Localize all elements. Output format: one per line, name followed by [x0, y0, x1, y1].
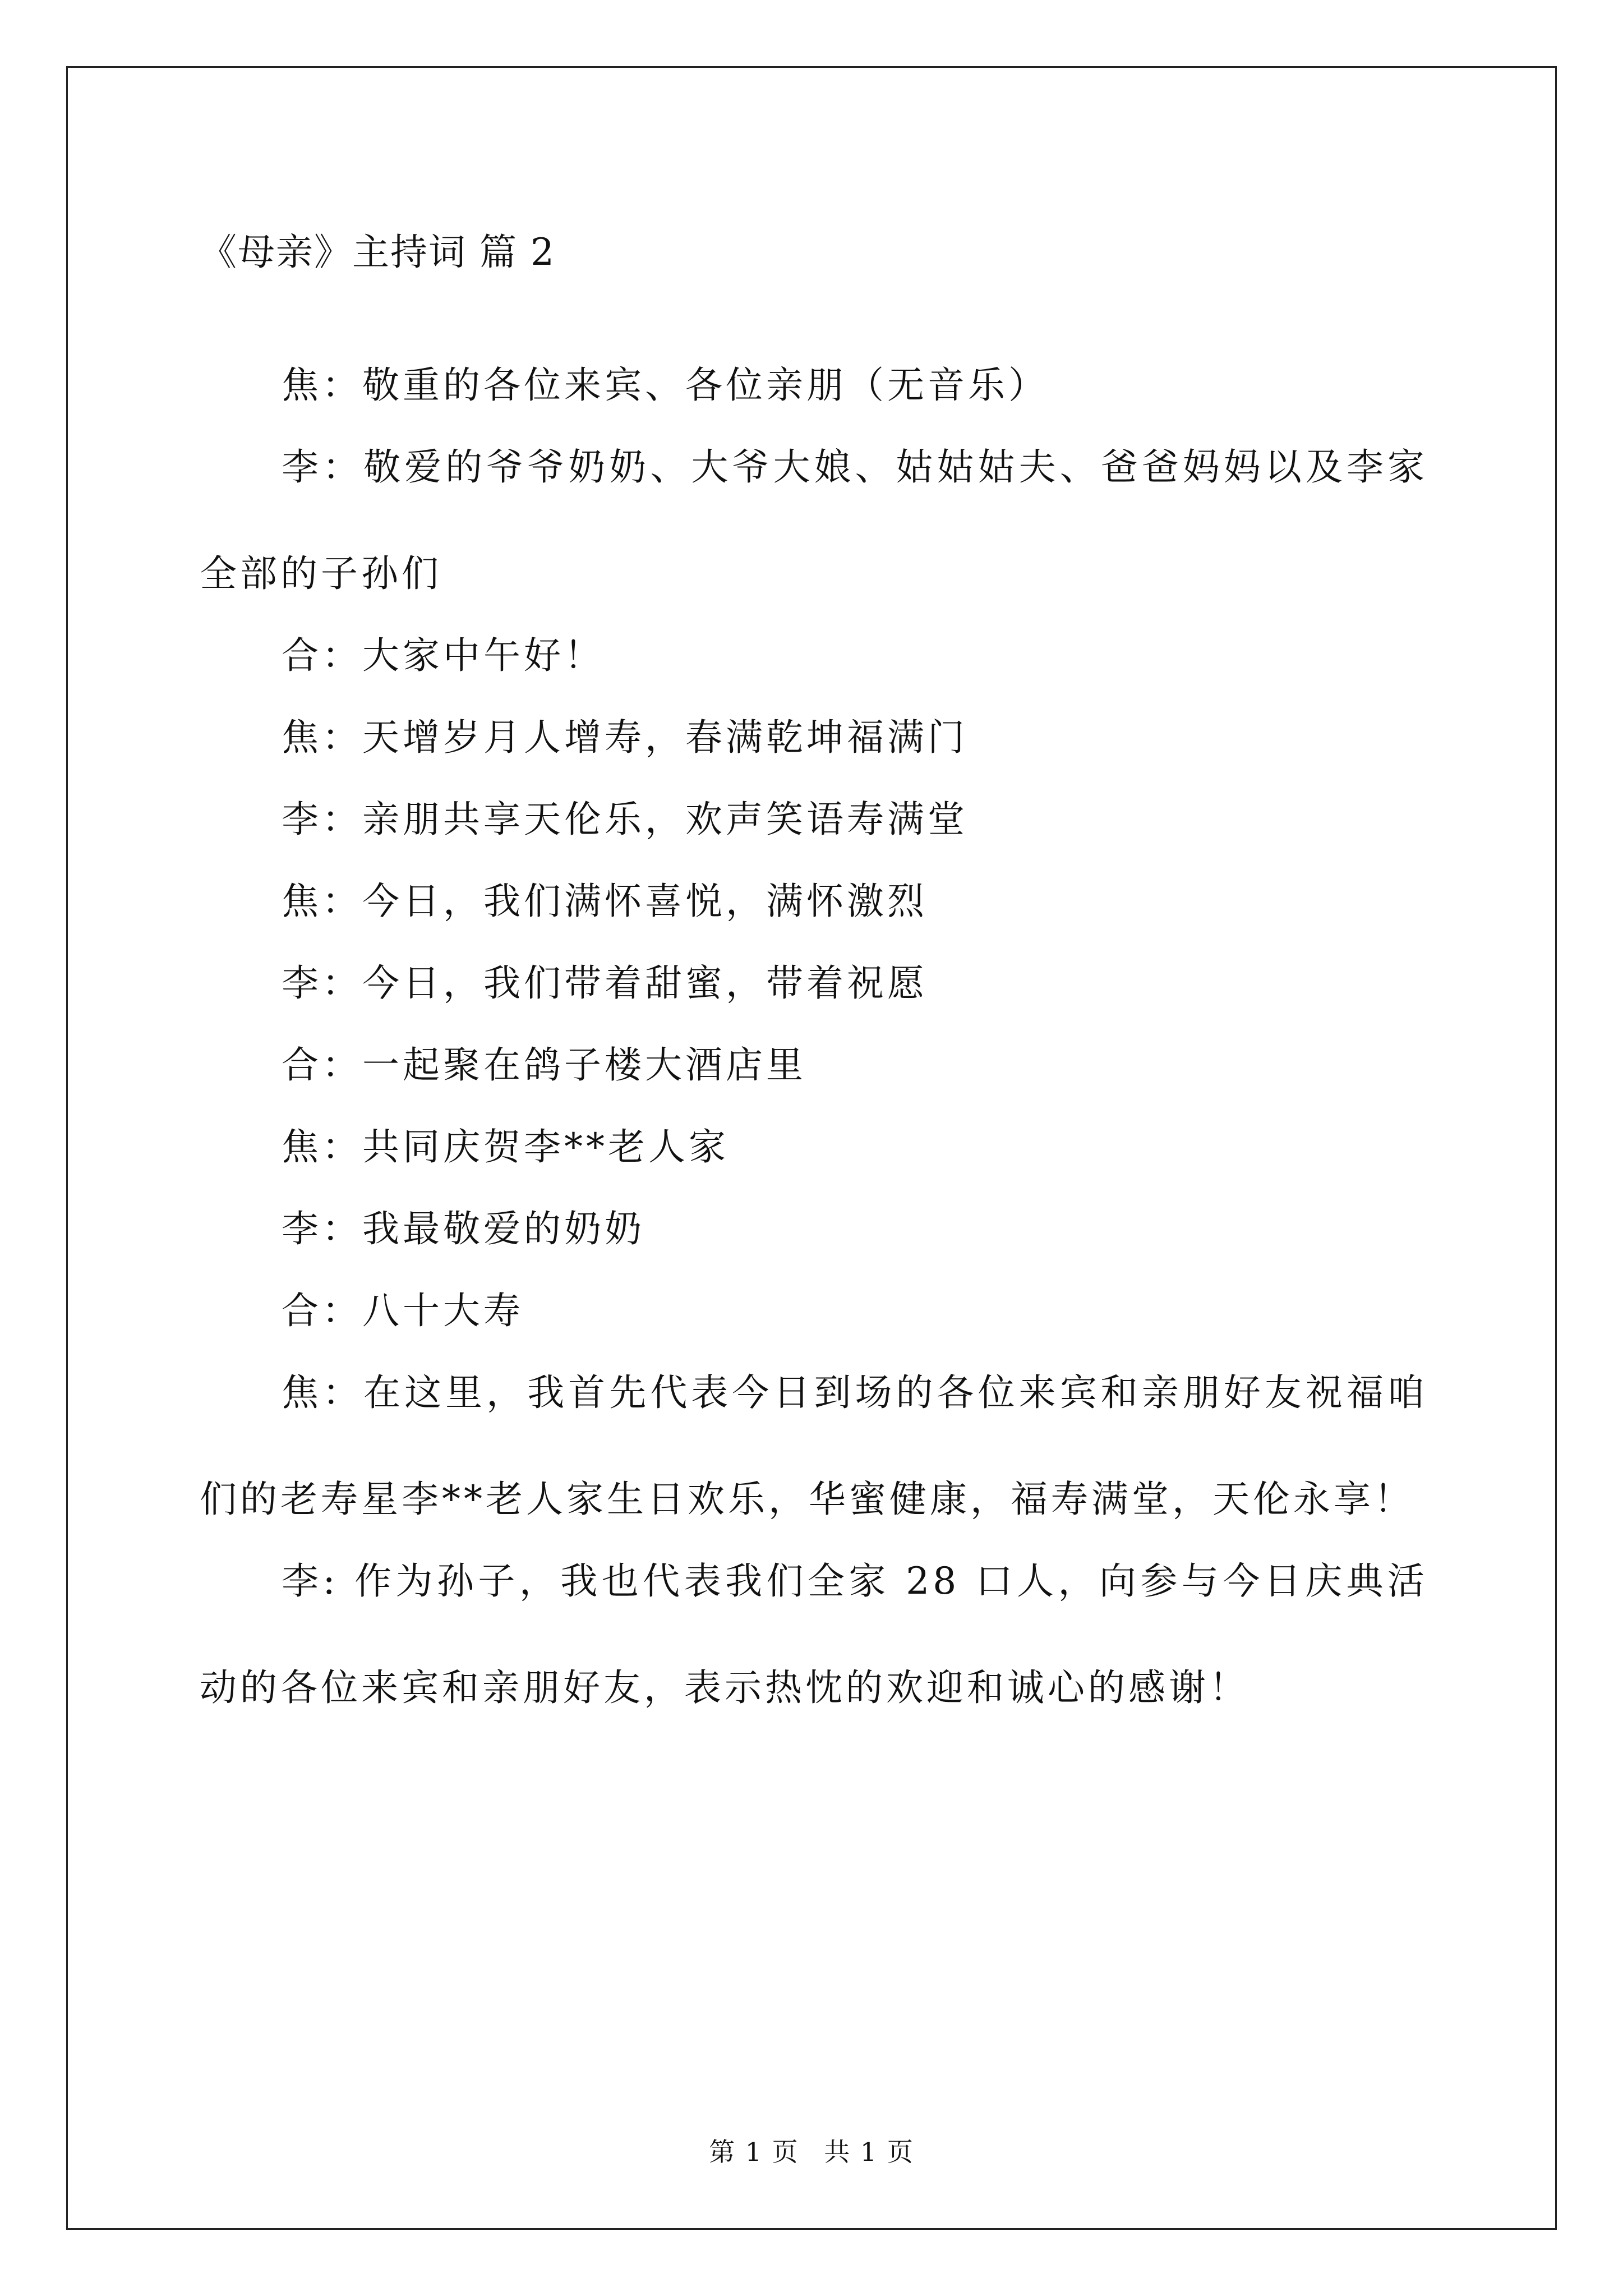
paragraph: 合：八十大寿 [282, 1289, 524, 1332]
paragraph: 合：一起聚在鸽子楼大酒店里 [282, 1043, 806, 1087]
page-number: 第 1 页 [709, 2137, 799, 2167]
page-total: 共 1 页 [824, 2137, 914, 2167]
paragraph: 李：今日，我们带着甜蜜，带着祝愿 [282, 961, 928, 1005]
paragraph: 焦：天增岁月人增寿，春满乾坤福满门 [282, 716, 968, 759]
paragraph: 焦：今日，我们满怀喜悦，满怀激烈 [282, 880, 928, 923]
paragraph: 李：敬爱的爷爷奶奶、大爷大娘、姑姑姑夫、爸爸妈妈以及李家全部的子孙们 [200, 445, 1428, 595]
paragraph: 焦：共同庆贺李**老人家 [282, 1125, 729, 1168]
document-title: 《母亲》主持词 篇 2 [200, 231, 555, 274]
page-footer [0, 2135, 1623, 2169]
paragraph: 合：大家中午好！ [282, 634, 605, 677]
paragraph: 焦：敬重的各位来宾、各位亲朋（无音乐） [282, 364, 1049, 407]
paragraph: 李：我最敬爱的奶奶 [282, 1207, 645, 1250]
document-body [200, 224, 1428, 1741]
paragraph: 焦：在这里，我首先代表今日到场的各位来宾和亲朋好友祝福咱们的老寿星李**老人家生日欢乐，华蜜健康，福寿满堂，天伦永享！ [200, 1371, 1428, 1521]
paragraph: 李：亲朋共享天伦乐，欢声笑语寿满堂 [282, 798, 968, 841]
paragraph: 李: 作为孙子，我也代表我们全家 28 口人，向参与今日庆典活动的各位来宾和亲朋好友，表示热忱的欢迎和诚心的感谢！ [200, 1559, 1428, 1709]
